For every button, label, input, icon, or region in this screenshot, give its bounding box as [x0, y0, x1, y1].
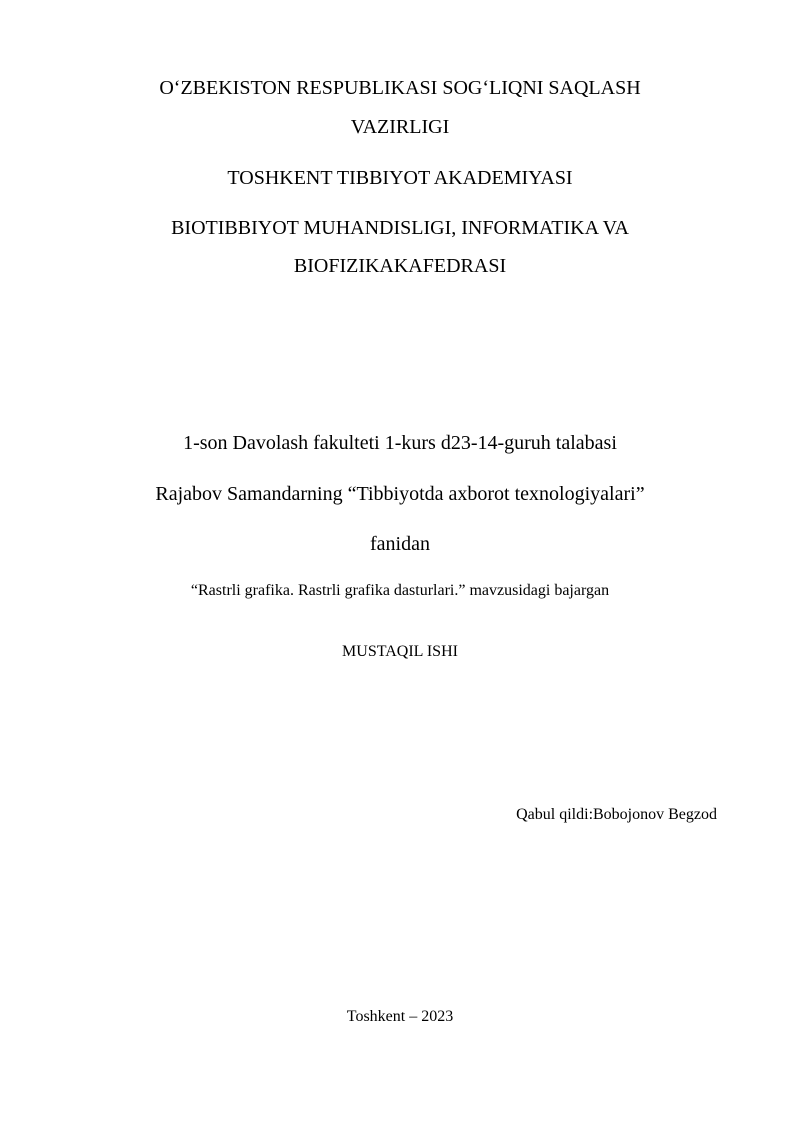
academy-title: TOSHKENT TIBBIYOT AKADEMIYASI: [227, 167, 573, 189]
ministry-title-line1: O‘ZBEKISTON RESPUBLIKASI SOG‘LIQNI SAQLASH: [159, 77, 641, 99]
student-info: 1-son Davolash fakulteti 1-kurs d23-14-guruh talabasi: [183, 432, 617, 454]
receiver-label: Qabul qildi:Bobojonov Begzod: [516, 806, 717, 823]
subject-suffix: fanidan: [370, 533, 430, 555]
topic-line: “Rastrli grafika. Rastrli grafika dasturlari.” mavzusidagi bajargan: [190, 582, 610, 599]
work-type: MUSTAQIL ISHI: [342, 643, 458, 660]
ministry-title-line2: VAZIRLIGI: [350, 116, 450, 138]
place-year: Toshkent – 2023: [346, 1008, 454, 1025]
subject-line: Rajabov Samandarning “Tibbiyotda axborot texnologiyalari”: [155, 483, 645, 505]
department-title-line2: BIOFIZIKAKAFEDRASI: [293, 255, 507, 277]
department-title-line1: BIOTIBBIYOT MUHANDISLIGI, INFORMATIKA VA: [171, 217, 629, 239]
